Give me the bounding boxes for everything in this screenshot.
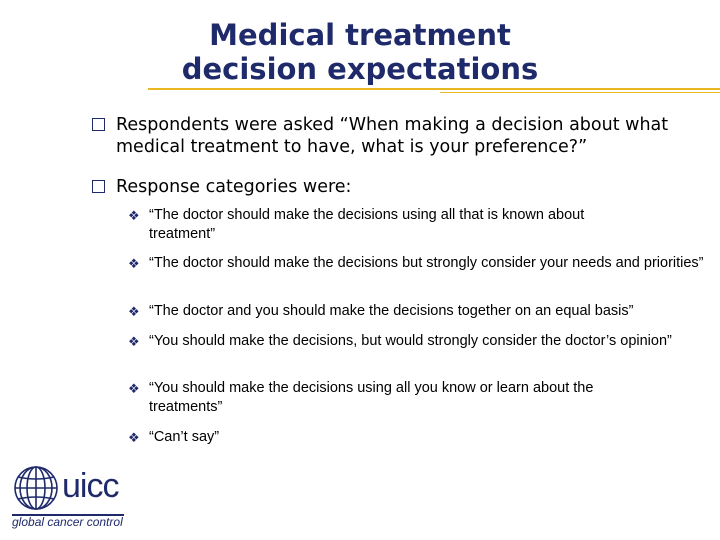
bullet-text: Respondents were asked “When making a decision about what medical treatment to have, what is your preference?” [116,115,669,157]
diamond-clover-bullet-icon: ❖ [128,304,140,319]
hollow-square-bullet-icon [92,180,105,193]
sub-bullet-item [128,206,648,244]
bullet-question [92,114,702,158]
logo-wordmark: uicc [62,467,119,505]
slide-title [0,18,720,86]
sub-bullet-item [128,428,708,447]
diamond-clover-bullet-icon: ❖ [128,208,140,223]
globe-icon [12,464,60,512]
sub-bullet-item [128,254,708,273]
sub-bullet-text: “The doctor and you should make the decisions together on an equal basis” [149,303,634,319]
uicc-logo [12,464,142,528]
diamond-clover-bullet-icon: ❖ [128,334,140,349]
sub-bullet-text: “The doctor should make the decisions but strongly consider your needs and priorities” [149,255,704,271]
sub-bullet-item [128,379,668,417]
diamond-clover-bullet-icon: ❖ [128,256,140,271]
sub-bullet-text: “Can’t say” [149,429,220,445]
sub-bullet-text: “You should make the decisions, but would strongly consider the doctor’s opinion” [149,333,672,349]
logo-tagline: global cancer control [12,515,123,529]
sub-bullet-text: “The doctor should make the decisions using all that is known about treatment” [149,207,585,242]
hollow-square-bullet-icon [92,118,105,131]
title-line-1: Medical treatment [209,18,511,52]
sub-bullet-text: “You should make the decisions using all you know or learn about the treatments” [149,380,594,415]
bullet-categories [92,176,702,198]
diamond-clover-bullet-icon: ❖ [128,430,140,445]
title-divider [148,88,720,90]
title-line-2: decision expectations [181,52,539,86]
diamond-clover-bullet-icon: ❖ [128,381,140,396]
sub-bullet-item [128,302,708,321]
title-divider-accent [440,92,720,93]
sub-bullet-item [128,332,688,351]
bullet-text: Response categories were: [116,177,352,197]
